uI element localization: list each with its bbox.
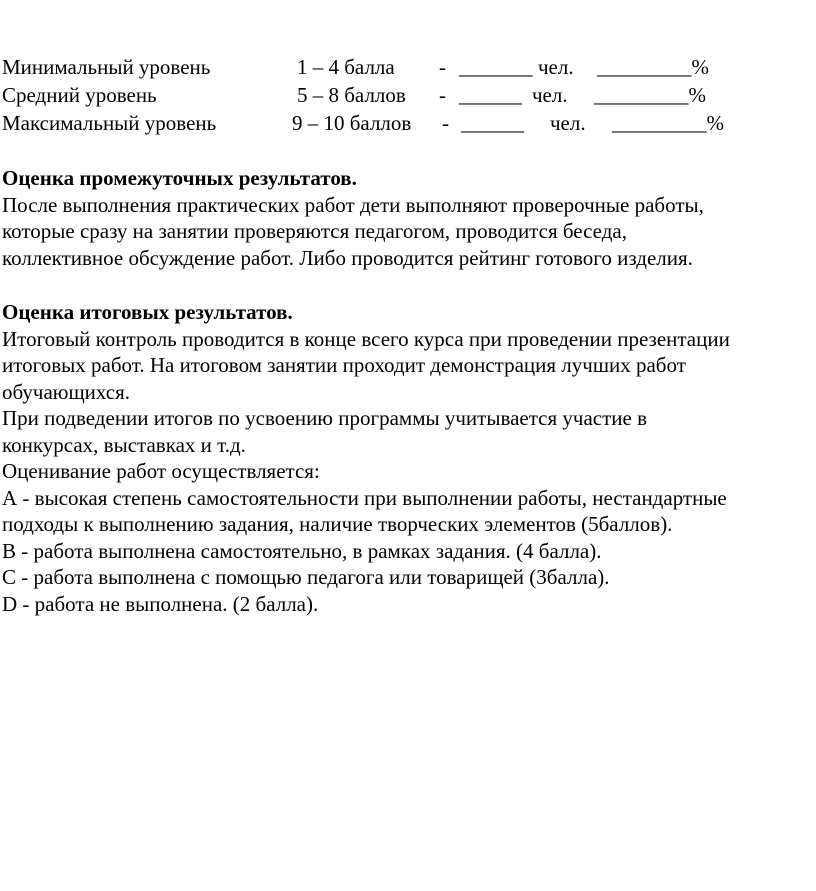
unit-label: чел. xyxy=(532,83,568,107)
level-dash: - xyxy=(439,83,446,107)
percent-blank: _________% xyxy=(612,111,724,135)
document-page xyxy=(2,53,812,617)
paragraph-line: При подведении итогов по усвоению программы учитывается участие в xyxy=(2,406,647,430)
paragraph-line: После выполнения практических работ дети выполняют проверочные работы, xyxy=(2,192,704,217)
grade-a-line: подходы к выполнению задания, наличие творческих элементов (5баллов). xyxy=(2,512,673,536)
paragraph-line: конкурсах, выставках и т.д. xyxy=(2,432,246,457)
grade-b-line: В - работа выполнена самостоятельно, в рамках задания. (4 балла). xyxy=(2,538,602,563)
paragraph-line: коллективное обсуждение работ. Либо проводится рейтинг готового изделия. xyxy=(2,245,693,270)
level-name: Средний уровень xyxy=(2,83,157,107)
paragraph-line: которые сразу на занятии проверяются педагогом, проводится беседа, xyxy=(2,219,627,243)
section-heading-intermediate: Оценка промежуточных результатов. xyxy=(2,166,357,190)
grade-a-line: А - высокая степень самостоятельности при выполнении работы, нестандартные xyxy=(2,485,727,510)
level-dash: - xyxy=(442,111,449,135)
paragraph-line: обучающихся. xyxy=(2,379,130,404)
level-row-maximal xyxy=(2,109,812,137)
paragraph-line: итоговых работ. На итоговом занятии проходит демонстрация лучших работ xyxy=(2,353,686,377)
count-blank: ______ xyxy=(459,83,522,107)
grade-d-line: D - работа не выполнена. (2 балла). xyxy=(2,591,319,616)
level-name: Минимальный уровень xyxy=(2,55,211,79)
level-row-minimal xyxy=(2,53,812,81)
level-score: 9 – 10 баллов xyxy=(292,111,412,135)
section-heading-final: Оценка итоговых результатов. xyxy=(2,300,293,324)
level-name: Максимальный уровень xyxy=(2,111,217,135)
percent-blank: _________% xyxy=(597,55,709,79)
unit-label: чел. xyxy=(538,55,574,79)
grade-c-line: С - работа выполнена с помощью педагога или товарищей (3балла). xyxy=(2,565,610,589)
level-score: 5 – 8 баллов xyxy=(297,83,406,107)
count-blank: _______ xyxy=(459,55,533,79)
percent-blank: _________% xyxy=(594,83,706,107)
paragraph-line: Итоговый контроль проводится в конце всего курса при проведении презентации xyxy=(2,326,730,351)
count-blank: ______ xyxy=(461,111,524,135)
level-row-average xyxy=(2,81,812,109)
level-dash: - xyxy=(439,55,446,79)
unit-label: чел. xyxy=(550,111,586,135)
level-score: 1 – 4 балла xyxy=(297,55,395,79)
paragraph-line: Оценивание работ осуществляется: xyxy=(2,459,320,483)
